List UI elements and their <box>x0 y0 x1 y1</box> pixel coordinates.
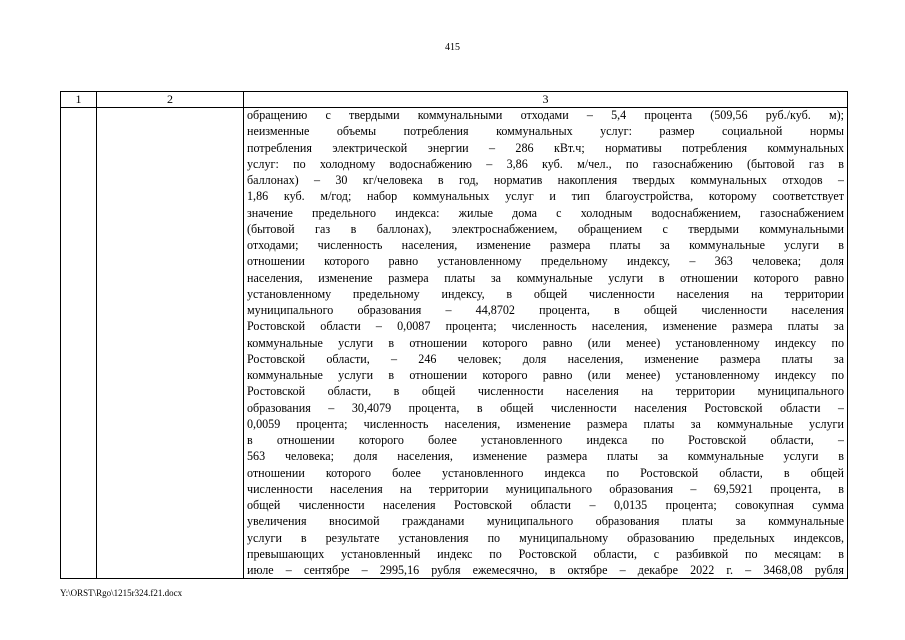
text-line: коммунальные услуги в отношении которого равно (или менее) установленному индексу по <box>247 368 844 382</box>
column-header-1: 1 <box>61 92 97 108</box>
column-header-2: 2 <box>97 92 244 108</box>
text-line: Ростовской области, в общей численности населения на территории муниципального <box>247 384 844 399</box>
text-line: неизменные объемы потребления коммунальных услуг: размер социальной нормы <box>247 124 844 139</box>
text-line: июле – сентябре – 2995,16 рубля ежемесячно, в октябре – декабре 2022 г. – 3468,08 рубля <box>247 563 844 577</box>
text-line: 563 человека; доля населения, изменение размера платы за коммунальные услуги в <box>247 449 844 464</box>
text-line: обращению с твердыми коммунальными отходами – 5,4 процента (509,56 руб./куб. м); <box>247 108 844 122</box>
text-line: услуг: по холодному водоснабжению – 3,86 куб. м/чел., по газоснабжению (бытовой газ в <box>247 156 844 171</box>
text-line: в отношении которого более установленного индекса по Ростовской области, – <box>247 433 844 447</box>
text-line: численности населения на территории муниципального образования – 69,5921 процента, в <box>247 481 844 496</box>
text-line: отношении которого более установленного индекса по Ростовской области, в общей <box>247 465 844 480</box>
document-table <box>60 91 848 579</box>
text-line: отходами; численность населения, изменение размера платы за коммунальные услуги в <box>247 238 844 252</box>
table-cell-col2 <box>97 108 244 579</box>
text-line: потребления электрической энергии – 286 кВт.ч; нормативы потребления коммунальных <box>247 140 844 155</box>
column-header-3: 3 <box>244 92 848 108</box>
text-line: муниципального образования – 44,8702 процента, в общей численности населения <box>247 303 844 317</box>
table-cell-text <box>244 108 848 579</box>
text-line: населения, изменение размера платы за коммунальные услуги в отношении которого равно <box>247 270 844 285</box>
text-line: Ростовской области, – 246 человек; доля населения, изменение размера платы за <box>247 351 844 366</box>
text-line: увеличения вносимой гражданами муниципального образования платы за коммунальные <box>247 514 844 529</box>
text-line: (бытовой газ в баллонах), электроснабжением, обращением с твердыми коммунальными <box>247 221 844 236</box>
text-line: образования – 30,4079 процента, в общей численности населения Ростовской области – <box>247 400 844 415</box>
table-row <box>61 108 848 579</box>
table-header-row <box>61 92 848 108</box>
text-line: 0,0059 процента; численность населения, изменение размера платы за коммунальные услуги <box>247 416 844 431</box>
text-line: коммунальные услуги в отношении которого равно (или менее) установленному индексу по <box>247 335 844 350</box>
text-line: Ростовской области – 0,0087 процента; численность населения, изменение размера платы за <box>247 319 844 334</box>
text-line: общей численности населения Ростовской области – 0,0135 процента; совокупная сумма <box>247 498 844 512</box>
text-line: 1,86 куб. м/год; набор коммунальных услуг и тип благоустройства, которому соответствует <box>247 189 844 204</box>
text-line: отношении которого равно установленному предельному индексу, – 363 человека; доля <box>247 254 844 269</box>
text-line: превышающих установленный индекс по Ростовской области, с разбивкой по месяцам: в <box>247 546 844 561</box>
text-line: установленному предельному индексу, в общей численности населения на территории <box>247 286 844 301</box>
table-cell-col1 <box>61 108 97 579</box>
text-line: баллонах) – 30 кг/человека в год, норматив накопления твердых коммунальных отходов – <box>247 173 844 187</box>
text-line: услуги в результате установления по муниципальному образованию предельных индексов, <box>247 530 844 545</box>
text-line: значение предельного индекса: жилые дома с холодным водоснабжением, газоснабжением <box>247 205 844 220</box>
page-number: 415 <box>445 42 460 53</box>
file-path-footer: Y:\ORST\Rgo\1215r324.f21.docx <box>60 588 183 598</box>
